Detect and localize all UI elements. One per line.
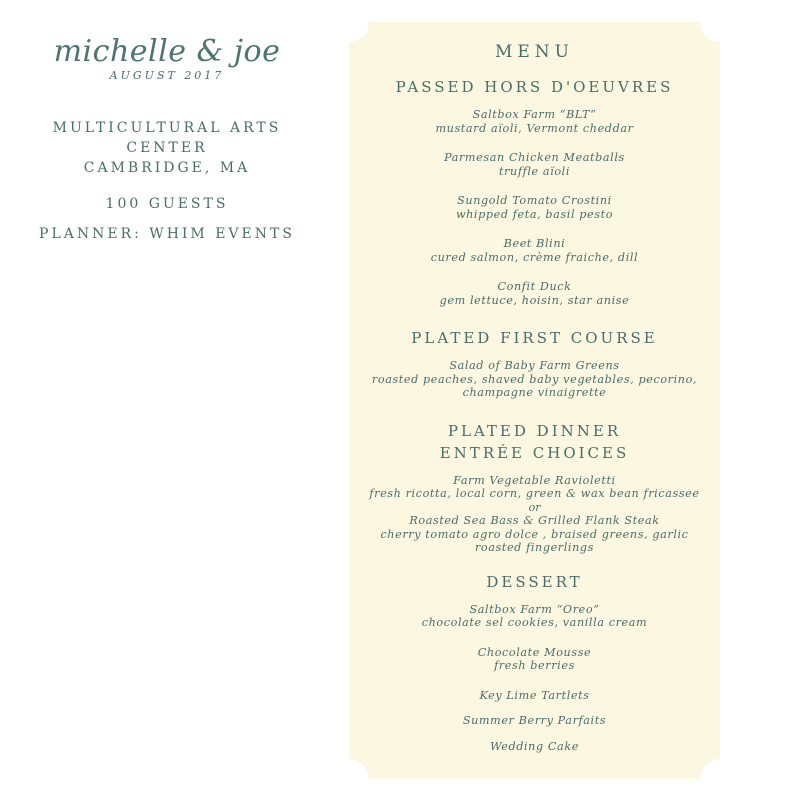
item-name: Roasted Sea Bass & Grilled Flank Steak [409,514,660,527]
menu-card [349,22,720,779]
venue-line: CAMBRIDGE, MA [83,160,251,176]
menu-item [349,740,720,754]
item-desc: chocolate sel cookies, vanilla cream [421,616,648,629]
card-corner-notch [700,759,740,799]
venue-line: CENTER [126,140,208,156]
item-name: Key Lime Tartlets [479,688,590,702]
section-title [349,420,720,464]
card-corner-notch [700,2,740,42]
item-name: Saltbox Farm “Oreo” [469,602,600,616]
event-date: AUGUST 2017 [109,69,225,82]
menu-item [349,603,720,630]
menu-item [349,689,720,703]
item-desc: cherry tomato agro dolce , braised greens, garlic [380,527,689,541]
menu-item [349,194,720,221]
item-desc: whipped feta, basil pesto [455,207,614,221]
item-name: Wedding Cake [490,739,579,753]
menu-item [349,108,720,135]
item-desc: gem lettuce, hoisin, star anise [439,293,630,307]
section-title-line: PLATED DINNER [447,421,622,440]
section-title: PASSED HORS D'OEUVRES [395,78,674,96]
venue-line: MULTICULTURAL ARTS [52,120,282,136]
menu-item [349,714,720,728]
guest-count: 100 GUESTS [105,196,229,212]
item-desc: cured salmon, crème fraiche, dill [430,250,639,264]
item-name: Salad of Baby Farm Greens [449,359,620,372]
item-desc: fresh ricotta, local corn, green & wax bean fricassee [369,487,700,500]
menu-item [349,474,720,501]
item-desc: truffle aïoli [498,164,571,178]
item-name: Sungold Tomato Crostini [457,194,612,207]
section-title-line: ENTRÉE CHOICES [439,443,630,462]
section-items [349,603,720,754]
couple-names: michelle & joe [53,34,281,69]
menu-item [349,359,720,400]
item-name: Farm Vegetable Ravioletti [453,473,616,487]
or-separator: or [528,500,541,514]
section-items [349,359,720,400]
item-name: Chocolate Mousse [477,645,592,659]
card-corner-notch [329,759,369,799]
section-title: PLATED FIRST COURSE [411,329,658,347]
menu-item [349,280,720,307]
menu-item [349,514,720,555]
item-name: Parmesan Chicken Meatballs [444,151,625,164]
item-desc: champagne vinaigrette [462,386,607,399]
item-desc: roasted fingerlings [474,541,595,554]
planner: PLANNER: WHIM EVENTS [39,226,295,242]
item-name: Beet Blini [503,237,566,250]
menu-item [349,646,720,673]
event-details [0,30,334,242]
card-corner-notch [329,2,369,42]
item-desc: roasted peaches, shaved baby vegetables, pecorino, [371,372,698,386]
item-name: Saltbox Farm “BLT” [472,108,597,121]
menu-title: MENU [494,42,575,62]
item-desc: fresh berries [494,659,575,672]
menu-item [349,237,720,264]
section-items [349,474,720,555]
section-items [349,108,720,307]
section-title: DESSERT [486,572,583,591]
venue [0,118,334,178]
item-desc: mustard aïoli, Vermont cheddar [435,121,634,135]
item-name: Summer Berry Parfaits [462,714,607,727]
menu-item [349,151,720,178]
item-name: Confit Duck [497,280,572,293]
